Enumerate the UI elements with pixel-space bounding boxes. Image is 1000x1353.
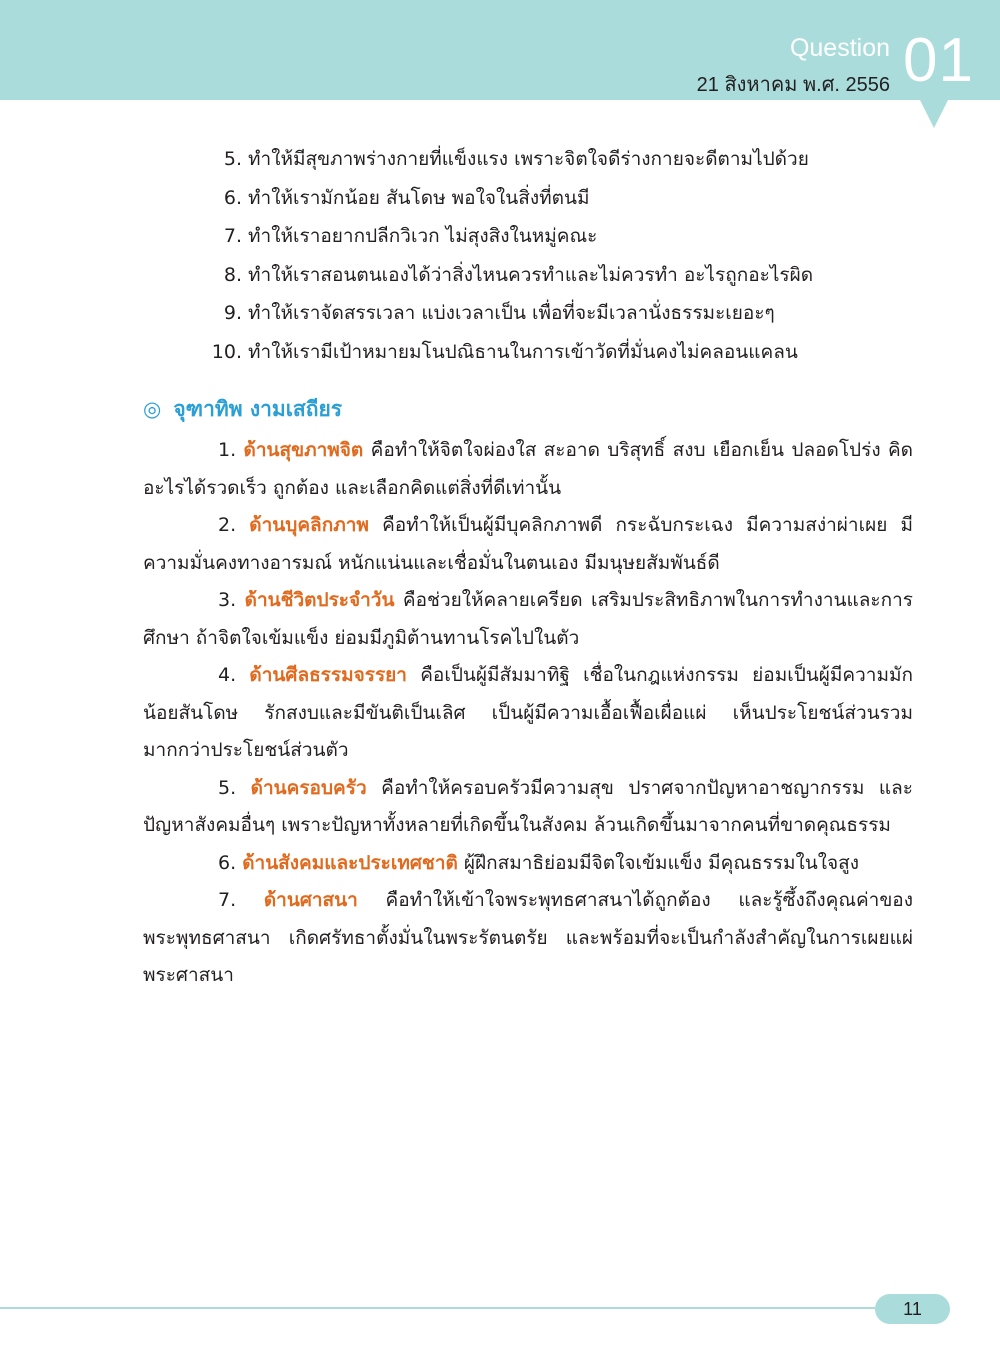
paragraph-keyword: ด้านสุขภาพจิต (243, 439, 364, 461)
section-heading (143, 393, 342, 426)
list-item-text: ทำให้มีสุขภาพร่างกายที่แข็งแรง เพราะจิตใจดีร่างกายจะดีตามไปด้วย (248, 148, 809, 170)
paragraph-keyword: ด้านศีลธรรมจรรยา (249, 664, 407, 686)
paragraph-text: คือทำให้เข้าใจพระพุทธศาสนาได้ถูกต้อง และรู้ซึ้งถึงคุณค่าของพระพุทธศาสนา เกิดศรัทธาตั้งมั่นในพระรัตนตรัย และพร้อมที่จะเป็นกำลังสำคัญในการเผยแผ่พระศาสนา (143, 889, 913, 986)
page-number-badge: 11 (875, 1294, 950, 1324)
paragraph (143, 657, 913, 770)
paragraph-list (143, 432, 913, 995)
paragraph-number: 1. (218, 439, 237, 461)
list-item (205, 294, 813, 333)
paragraph (143, 507, 913, 582)
paragraph-number: 5. (218, 776, 237, 799)
list-item-number: 5. (223, 148, 242, 170)
paragraph-number: 7. (218, 889, 237, 911)
paragraph-text: คือทำให้ครอบครัวมีความสุข ปราศจากปัญหาอาชญากรรม และปัญหาสังคมอื่นๆ เพราะปัญหาทั้งหลายที่เกิดขึ้นในสังคม ล้วนเกิดขึ้นมาจากคนที่ขาดคุณธรรม (143, 776, 913, 836)
paragraph (143, 582, 913, 657)
paragraph-text: คือเป็นผู้มีสัมมาทิฐิ เชื่อในกฎแห่งกรรม ย่อมเป็นผู้มีความมักน้อยสันโดษ รักสงบและมีขันติเป็นเลิศ เป็นผู้มีความเอื้อเฟื้อเผื่อแผ่ เห็นประโยชน์ส่วนรวมมากกว่าประโยชน์ส่วนตัว (143, 664, 914, 761)
list-item-text: ทำให้เราสอนตนเองได้ว่าสิ่งไหนควรทำและไม่ควรทำ อะไรถูกอะไรผิด (248, 263, 814, 286)
paragraph-text: คือทำให้จิตใจผ่องใส สะอาด บริสุทธิ์ สงบ เยือกเย็น ปลอดโปร่ง คิดอะไรได้รวดเร็ว ถูกต้อง และเลือกคิดแต่สิ่งที่ดีเท่านั้น (143, 439, 913, 499)
footer-rule (0, 1307, 875, 1309)
question-date: 21 สิงหาคม พ.ศ. 2556 (696, 74, 890, 96)
paragraph (143, 770, 913, 845)
list-item-text: ทำให้เรามักน้อย สันโดษ พอใจในสิ่งที่ตนมี (248, 186, 590, 209)
paragraph-keyword: ด้านชีวิตประจำวัน (244, 589, 395, 611)
section-heading-text: จุฑาทิพ งามเสถียร (173, 397, 343, 421)
list-item-number: 6. (223, 186, 242, 209)
paragraph (143, 882, 913, 995)
paragraph-number: 4. (218, 664, 237, 686)
header-tail-triangle (920, 100, 948, 128)
question-number: 01 (903, 26, 974, 95)
paragraph-keyword: ด้านครอบครัว (250, 776, 367, 799)
list-item-number: 9. (223, 302, 242, 324)
paragraph-number: 3. (218, 589, 237, 611)
list-item (205, 333, 813, 372)
question-label: Question (789, 34, 890, 62)
list-item (205, 217, 813, 256)
list-item (205, 256, 813, 295)
list-item (205, 179, 813, 218)
list-item-text: ทำให้เราจัดสรรเวลา แบ่งเวลาเป็น เพื่อที่จะมีเวลานั่งธรรมะเยอะๆ (248, 302, 775, 324)
list-item (205, 140, 813, 179)
paragraph-number: 6. (218, 851, 237, 874)
paragraph (143, 432, 913, 507)
paragraph-keyword: ด้านศาสนา (263, 889, 358, 911)
list-item-number: 10. (211, 340, 242, 363)
list-item-number: 7. (223, 225, 242, 247)
paragraph (143, 845, 913, 883)
list-item-text: ทำให้เราอยากปลีกวิเวก ไม่สุงสิงในหมู่คณะ (248, 225, 598, 247)
paragraph-text: คือทำให้เป็นผู้มีบุคลิกภาพดี กระฉับกระเฉง มีความสง่าผ่าเผย มีความมั่นคงทางอารมณ์ หนักแน่นและเชื่อมั่นในตนเอง มีมนุษยสัมพันธ์ดี (143, 514, 914, 574)
paragraph-number: 2. (218, 514, 237, 536)
paragraph-text: ผู้ฝึกสมาธิย่อมมีจิตใจเข้มแข็ง มีคุณธรรมในใจสูง (463, 851, 860, 874)
paragraph-keyword: ด้านสังคมและประเทศชาติ (242, 851, 458, 874)
numbered-list (205, 140, 813, 371)
target-bullet-icon: ◎ (143, 397, 162, 421)
paragraph-keyword: ด้านบุคลิกภาพ (249, 514, 369, 536)
paragraph-text: คือช่วยให้คลายเครียด เสริมประสิทธิภาพในการทำงานและการศึกษา ถ้าจิตใจเข้มแข็ง ย่อมมีภูมิต้านทานโรคไปในตัว (143, 589, 914, 649)
list-item-number: 8. (223, 263, 242, 286)
list-item-text: ทำให้เรามีเป้าหมายมโนปณิธานในการเข้าวัดที่มั่นคงไม่คลอนแคลน (248, 340, 798, 363)
